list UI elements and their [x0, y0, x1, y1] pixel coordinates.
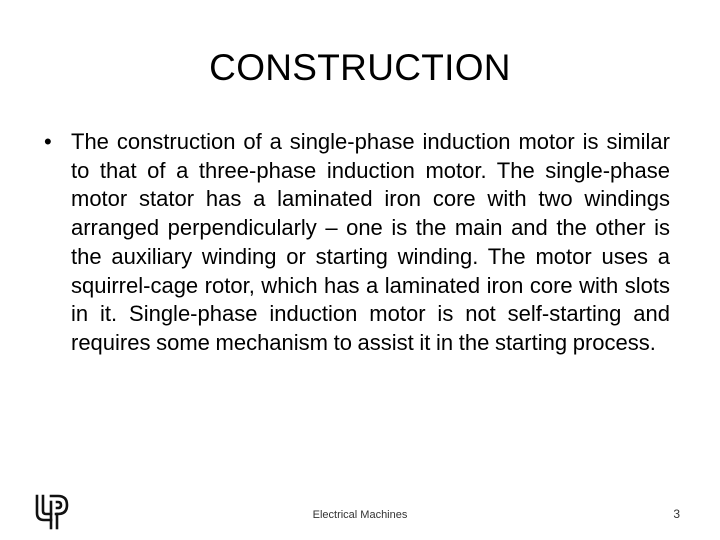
footer-text: Electrical Machines	[312, 509, 408, 521]
bullet-list	[44, 128, 670, 358]
institution-logo-icon	[34, 493, 70, 531]
page-number: 3	[673, 507, 680, 521]
bullet-text: The construction of a single-phase induction motor is similar to that of a three-phase induction motor. The single-phase motor stator has a laminated iron core with two windings arranged perpendicularly – one is the main and the other is the auxiliary winding or starting winding. The motor uses a squirrel-cage rotor, which has a laminated iron core with slots in it. Single-phase induction motor is not self-starting and requires some mechanism to assist it in the starting process.	[71, 129, 670, 355]
bullet-marker: •	[44, 129, 52, 154]
slide-title: CONSTRUCTION	[209, 47, 511, 88]
